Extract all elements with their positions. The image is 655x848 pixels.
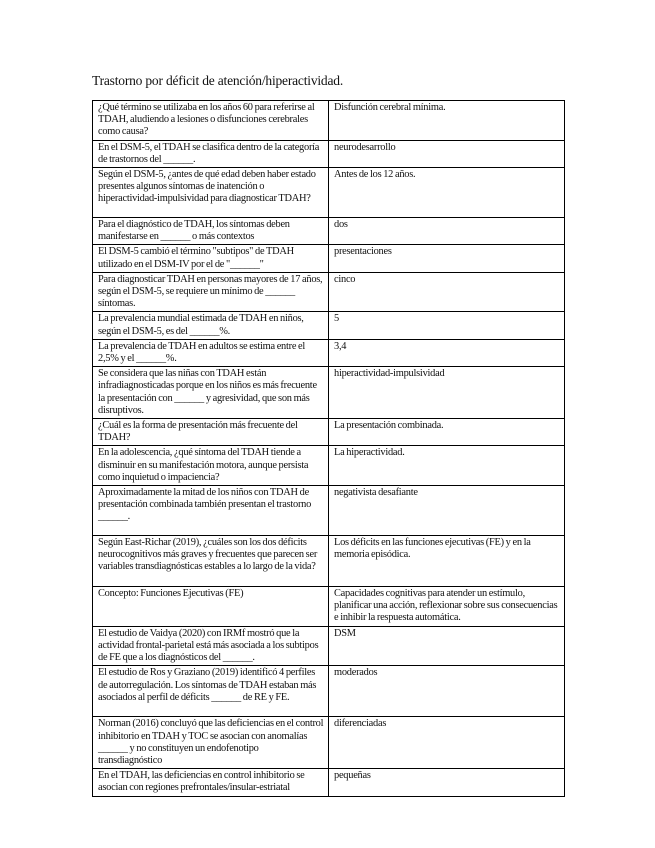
question-cell: En el DSM-5, el TDAH se clasifica dentro de la categoría de trastornos del ______. (93, 140, 329, 167)
table-row (93, 536, 565, 587)
answer-cell: cinco (329, 272, 565, 312)
answer-cell: Disfunción cerebral mínima. (329, 101, 565, 141)
question-cell: ¿Cuál es la forma de presentación más frecuente del TDAH? (93, 419, 329, 446)
question-cell: En la adolescencia, ¿qué síntoma del TDAH tiende a disminuir en su manifestación motora, aunque persista como inquietud o impaciencia? (93, 446, 329, 486)
question-cell: El estudio de Vaidya (2020) con IRMf mostró que la actividad frontal-parietal está más asociada a los subtipos de FE que a los diagnósticos del ______. (93, 626, 329, 666)
table-row (93, 218, 565, 245)
table-row (93, 339, 565, 366)
table-row (93, 419, 565, 446)
table-row (93, 101, 565, 141)
answer-cell: La hiperactividad. (329, 446, 565, 486)
answer-cell: diferenciadas (329, 717, 565, 769)
table-row (93, 245, 565, 272)
question-cell: El DSM-5 cambió el término "subtipos" de TDAH utilizado en el DSM-IV por el de "______" (93, 245, 329, 272)
question-cell: Norman (2016) concluyó que las deficiencias en el control inhibitorio en TDAH y TOC se asocian con anomalías ______ y no constituyen un endofenotipo transdiagnóstico (93, 717, 329, 769)
question-cell: Según el DSM-5, ¿antes de qué edad deben haber estado presentes algunos síntomas de inatención o hiperactividad-impulsividad para diagnosticar TDAH? (93, 168, 329, 218)
document-title: Trastorno por déficit de atención/hiperactividad. (92, 73, 343, 88)
question-cell: El estudio de Ros y Graziano (2019) identificó 4 perfiles de autorregulación. Los síntomas de TDAH estaban más asociados al perfil de déficits ______ de RE y FE. (93, 666, 329, 717)
question-cell: ¿Qué término se utilizaba en los años 60 para referirse al TDAH, aludiendo a lesiones o disfunciones cerebrales como causa? (93, 101, 329, 141)
table-row (93, 769, 565, 796)
answer-cell: Capacidades cognitivas para atender un estímulo, planificar una acción, reflexionar sobre sus consecuencias e inhibir la respuesta automática. (329, 587, 565, 627)
table-row (93, 717, 565, 769)
answer-cell: presentaciones (329, 245, 565, 272)
qa-table (92, 100, 565, 797)
table-row (93, 312, 565, 339)
table-row (93, 486, 565, 536)
answer-cell: DSM (329, 626, 565, 666)
question-cell: Para diagnosticar TDAH en personas mayores de 17 años, según el DSM-5, se requiere un mínimo de ______ síntomas. (93, 272, 329, 312)
question-cell: En el TDAH, las deficiencias en control inhibitorio se asocian con regiones prefrontales/insular-estriatal (93, 769, 329, 796)
table-row (93, 587, 565, 627)
answer-cell: neurodesarrollo (329, 140, 565, 167)
answer-cell: hiperactividad-impulsividad (329, 367, 565, 419)
table-row (93, 272, 565, 312)
question-cell: Según East-Richar (2019), ¿cuáles son los dos déficits neurocognitivos más graves y frecuentes que parecen ser variables transdiagnósticas estables a lo largo de la vida? (93, 536, 329, 587)
table-row (93, 446, 565, 486)
question-cell: Para el diagnóstico de TDAH, los síntomas deben manifestarse en ______ o más contextos (93, 218, 329, 245)
answer-cell: 3,4 (329, 339, 565, 366)
question-cell: Se considera que las niñas con TDAH están infradiagnosticadas porque en los niños es más frecuente la presentación con ______ y agresividad, que son más disruptivos. (93, 367, 329, 419)
answer-cell: La presentación combinada. (329, 419, 565, 446)
table-row (93, 140, 565, 167)
question-cell: Aproximadamente la mitad de los niños con TDAH de presentación combinada también presentan el trastorno ______. (93, 486, 329, 536)
answer-cell: pequeñas (329, 769, 565, 796)
answer-cell: moderados (329, 666, 565, 717)
answer-cell: Los déficits en las funciones ejecutivas (FE) y en la memoria episódica. (329, 536, 565, 587)
answer-cell: 5 (329, 312, 565, 339)
answer-cell: dos (329, 218, 565, 245)
question-cell: La prevalencia de TDAH en adultos se estima entre el 2,5% y el ______%. (93, 339, 329, 366)
table-row (93, 626, 565, 666)
table-row (93, 666, 565, 717)
question-cell: Concepto: Funciones Ejecutivas (FE) (93, 587, 329, 627)
answer-cell: negativista desafiante (329, 486, 565, 536)
question-cell: La prevalencia mundial estimada de TDAH en niños, según el DSM-5, es del ______%. (93, 312, 329, 339)
table-row (93, 168, 565, 218)
table-row (93, 367, 565, 419)
answer-cell: Antes de los 12 años. (329, 168, 565, 218)
